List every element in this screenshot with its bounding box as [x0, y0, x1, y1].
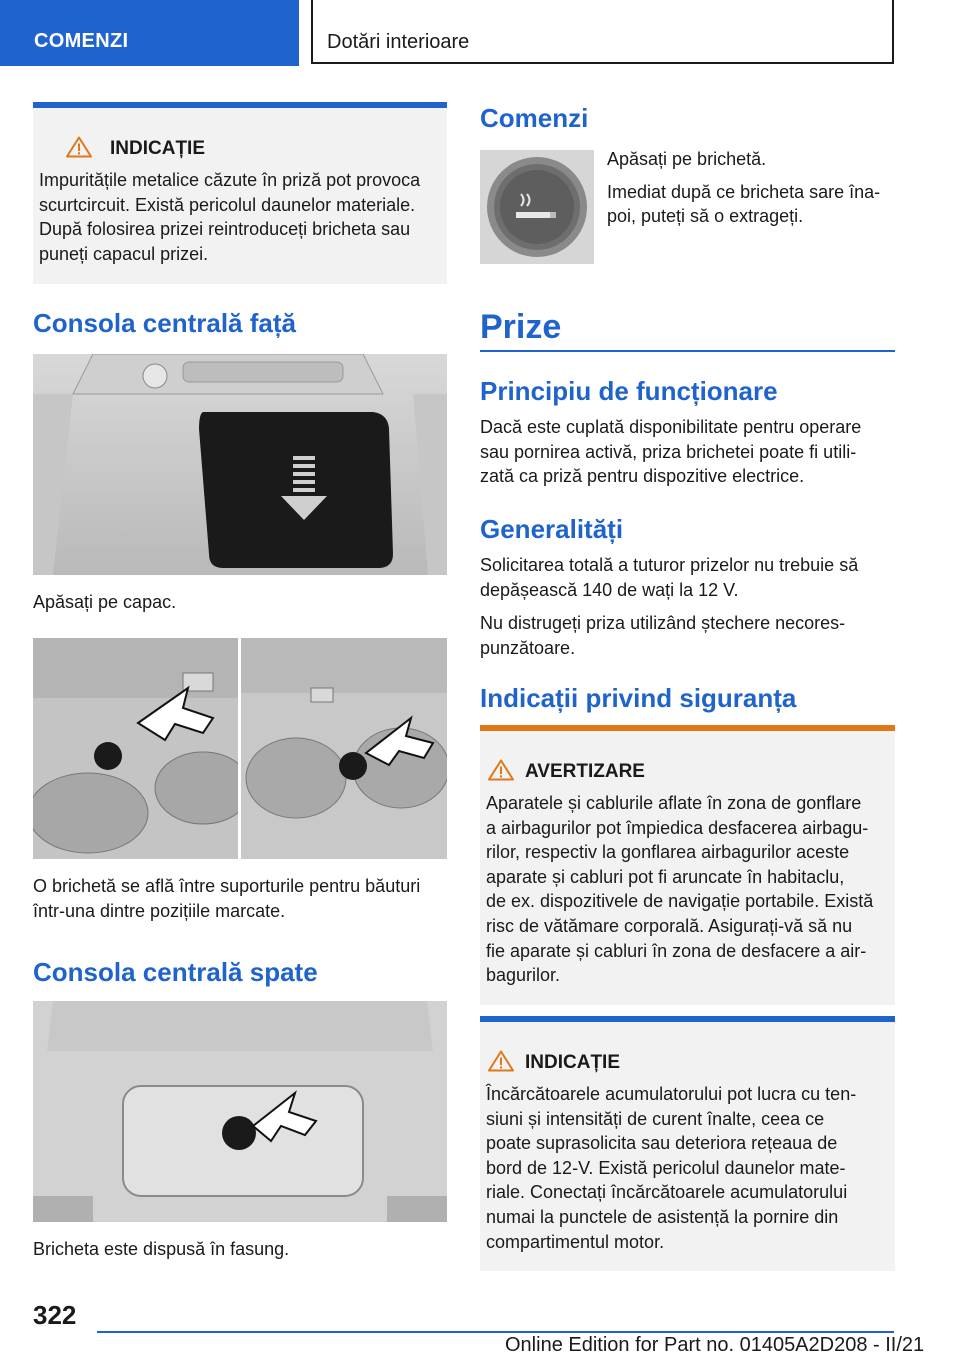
front-console-photo	[33, 354, 447, 575]
warning-triangle-icon	[66, 136, 92, 158]
rear-console-heading: Consola centrală spate	[33, 957, 318, 987]
warning-triangle-icon	[488, 759, 514, 781]
cupholder-photo-right	[241, 638, 447, 859]
notice2-text: Încărcătoarele acumulatorului pot lucra cu ten- siuni și intensități de curent înalte, ceea ce poate suprasolicita sau deteriora rețeaua de bord de 12-V. Există pericolul daunelor mate- riale. Conectați încărcătoarele acumulatorului numai la punctele de asistență la pornire din compartimentul motor.	[486, 1084, 857, 1252]
warning-box	[480, 725, 895, 1005]
cupholder-photo-left	[33, 638, 238, 859]
notice2-title: INDICAȚIE	[525, 1052, 620, 1073]
principle-heading: Principiu de funcționare	[480, 376, 778, 406]
page-number: 322	[33, 1300, 77, 1330]
notice-title: INDICAȚIE	[110, 138, 205, 159]
lighter-location-text: O brichetă se află între suporturile pentru băuturi într-una dintre pozițiile marcate.	[33, 876, 421, 921]
sockets-heading: Prize	[480, 308, 562, 346]
footer-rule	[97, 1331, 894, 1333]
notice-box	[33, 102, 447, 284]
controls-heading: Comenzi	[480, 103, 589, 133]
safety-heading: Indicații privind siguranța	[480, 683, 797, 713]
section-tab	[0, 0, 299, 66]
front-console-caption: Apăsați pe capac.	[33, 592, 177, 612]
front-console-heading: Consola centrală față	[33, 308, 296, 338]
section-title: COMENZI	[34, 30, 129, 52]
rear-console-photo	[33, 1001, 447, 1222]
notice-text: Impuritățile metalice căzute în priză pot provoca scurtcircuit. Există pericolul daunelor materiale. După folosirea prizei reintroduceți bricheta sau puneți capacul prizei.	[39, 170, 421, 264]
principle-text: Dacă este cuplată disponibilitate pentru operare sau pornirea activă, priza brichetei poate fi utili- zată ca priză pentru dispozitive electrice.	[480, 417, 862, 487]
general-text-2: Nu distrugeți priza utilizând ștechere necores- punzătoare.	[480, 613, 846, 658]
chapter-header	[311, 0, 894, 64]
warning-text: Aparatele și cablurile aflate în zona de gonflare a airbagurilor pot împiedica desfacerea airbagu- rilor, respectiv la gonflarea airbagurilor aceste aparate și cabluri pot fi aruncate în habitaclu, de ex. dispozitivele de navigație portabile. Există risc de vătămare corporală. Asigurați-vă să nu fie aparate și cabluri în zona de desfacere a air- bagurilor.	[486, 793, 874, 986]
controls-text: Apăsați pe brichetă. Imediat după ce bricheta sare îna- poi, puteți să o extrageți.	[607, 149, 881, 227]
rear-console-caption: Bricheta este dispusă în fasung.	[33, 1239, 290, 1259]
warning-triangle-icon	[488, 1050, 514, 1072]
general-text-1: Solicitarea totală a tuturor prizelor nu trebuie să depășească 140 de wați la 12 V.	[480, 555, 859, 600]
lighter-button-photo	[480, 150, 594, 264]
edition-text: Online Edition for Part no. 01405A2D208 - II/21	[505, 1334, 925, 1356]
warning-title: AVERTIZARE	[525, 761, 645, 782]
notice-box-2	[480, 1016, 895, 1271]
general-heading: Generalități	[480, 514, 624, 544]
sockets-heading-rule	[480, 350, 895, 352]
chapter-title: Dotări interioare	[327, 31, 470, 53]
